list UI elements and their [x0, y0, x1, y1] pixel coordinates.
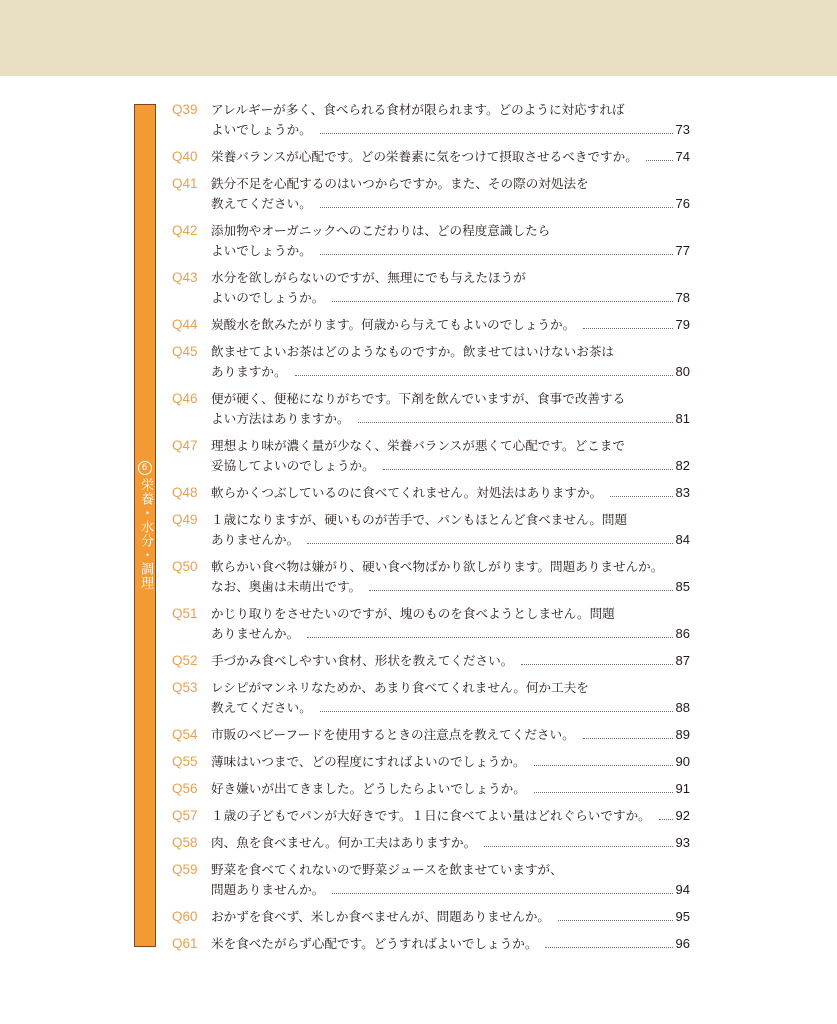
- question-line-text: 栄養バランスが心配です。どの栄養素に気をつけて摂取させるべきですか。: [211, 149, 638, 164]
- question-text: [211, 342, 690, 389]
- question-line: [211, 389, 690, 409]
- question-line: [211, 510, 690, 530]
- question-text: [211, 315, 690, 342]
- page-number: 73: [675, 122, 690, 137]
- question-text: [211, 651, 690, 678]
- chapter-label: [135, 461, 155, 590]
- question-line: [211, 833, 690, 853]
- question-number: Q49: [172, 512, 198, 527]
- question-number: Q54: [172, 727, 198, 742]
- question-line: [211, 456, 690, 476]
- page-number: 93: [675, 835, 690, 850]
- question-number: Q51: [172, 606, 198, 621]
- question-line-text: 添加物やオーガニックへのこだわりは、どの程度意識したら: [211, 223, 551, 238]
- question-line-text: 野菜を食べてくれないので野菜ジュースを飲ませていますが、: [211, 862, 563, 877]
- dot-leader: [320, 132, 673, 134]
- question-line: [211, 934, 690, 954]
- dot-leader: [558, 919, 673, 921]
- page-number: 86: [675, 626, 690, 641]
- question-line-text: 教えてください。: [211, 196, 312, 211]
- question-line: [211, 483, 690, 503]
- question-number: Q50: [172, 559, 198, 574]
- dot-leader: [320, 253, 673, 255]
- toc-entry[interactable]: [172, 557, 690, 604]
- question-text: [211, 752, 690, 779]
- question-line: [211, 806, 690, 826]
- question-text: [211, 389, 690, 436]
- question-text: [211, 934, 690, 961]
- question-line-text: おかずを食べず、米しか食べませんが、問題ありませんか。: [211, 909, 551, 924]
- toc-entry[interactable]: [172, 678, 690, 725]
- toc-entry[interactable]: [172, 100, 690, 147]
- question-line: [211, 624, 690, 644]
- question-number: Q43: [172, 270, 198, 285]
- question-line-text: レシピがマンネリなためか、あまり食べてくれません。何か工夫を: [211, 680, 589, 695]
- toc-entry[interactable]: [172, 833, 690, 860]
- toc-entry[interactable]: [172, 315, 690, 342]
- question-line: [211, 174, 690, 194]
- question-line: [211, 880, 690, 900]
- question-line-text: １歳の子どもでパンが大好きです。１日に食べてよい量はどれぐらいですか。: [211, 808, 651, 823]
- page-number: 95: [675, 909, 690, 924]
- question-line-text: 米を食べたがらず心配です。どうすればよいでしょうか。: [211, 936, 538, 951]
- question-text: [211, 907, 690, 934]
- page-number: 79: [675, 317, 690, 332]
- question-text: [211, 725, 690, 752]
- dot-leader: [583, 737, 673, 739]
- question-line: [211, 752, 690, 772]
- toc-entry[interactable]: [172, 510, 690, 557]
- page-number: 89: [675, 727, 690, 742]
- question-text: [211, 557, 690, 604]
- toc-entry[interactable]: [172, 651, 690, 678]
- question-line-text: 炭酸水を飲みたがります。何歳から与えてもよいのでしょうか。: [211, 317, 576, 332]
- question-number: Q46: [172, 391, 198, 406]
- toc-entry[interactable]: [172, 483, 690, 510]
- dot-leader: [320, 710, 673, 712]
- question-line: [211, 362, 690, 382]
- question-number: Q48: [172, 485, 198, 500]
- toc-entry[interactable]: [172, 725, 690, 752]
- question-line-text: 鉄分不足を心配するのはいつからですか。また、その際の対処法を: [211, 176, 589, 191]
- page-number: 83: [675, 485, 690, 500]
- question-number: Q52: [172, 653, 198, 668]
- page-number: 80: [675, 364, 690, 379]
- page-number: 76: [675, 196, 690, 211]
- toc-entry[interactable]: [172, 604, 690, 651]
- question-line: [211, 194, 690, 214]
- page-number: 77: [675, 243, 690, 258]
- question-text: [211, 174, 690, 221]
- toc-entry[interactable]: [172, 389, 690, 436]
- question-line: [211, 860, 690, 880]
- question-number: Q41: [172, 176, 198, 191]
- dot-leader: [295, 374, 673, 376]
- question-line: [211, 315, 690, 335]
- question-line: [211, 698, 690, 718]
- dot-leader: [610, 495, 672, 497]
- question-text: [211, 678, 690, 725]
- question-line-text: 教えてください。: [211, 700, 312, 715]
- question-number: Q40: [172, 149, 198, 164]
- question-line-text: ありますか。: [211, 364, 287, 379]
- question-line-text: かじり取りをさせたいのですが、塊のものを食べようとしません。問題: [211, 606, 615, 621]
- question-line-text: よいでしょうか。: [211, 243, 312, 258]
- question-number: Q53: [172, 680, 198, 695]
- toc-entry[interactable]: [172, 268, 690, 315]
- question-line: [211, 241, 690, 261]
- question-line-text: よいのでしょうか。: [211, 290, 325, 305]
- question-number: Q42: [172, 223, 198, 238]
- chapter-number-badge: 6: [138, 461, 152, 475]
- question-line: [211, 907, 690, 927]
- question-line: [211, 678, 690, 698]
- question-line-text: 軟らかい食べ物は嫌がり、硬い食べ物ばかり欲しがります。問題ありませんか。: [211, 559, 664, 574]
- question-number: Q44: [172, 317, 198, 332]
- question-text: [211, 510, 690, 557]
- question-number: Q39: [172, 102, 198, 117]
- toc-entry[interactable]: [172, 907, 690, 934]
- question-text: [211, 268, 690, 315]
- question-line-text: 理想より味が濃く量が少なく、栄養バランスが悪くて心配です。どこまで: [211, 438, 625, 453]
- question-line: [211, 557, 690, 577]
- question-text: [211, 100, 690, 147]
- dot-leader: [332, 300, 672, 302]
- page-number: 91: [675, 781, 690, 796]
- question-line-text: 肉、魚を食べません。何か工夫はありますか。: [211, 835, 477, 850]
- question-text: [211, 604, 690, 651]
- question-number: Q60: [172, 909, 198, 924]
- question-line-text: 市販のベビーフードを使用するときの注意点を教えてください。: [211, 727, 575, 742]
- page-number: 88: [675, 700, 690, 715]
- question-line-text: 手づかみ食べしやすい食材、形状を教えてください。: [211, 653, 514, 668]
- question-line: [211, 577, 690, 597]
- question-line-text: よいでしょうか。: [211, 122, 312, 137]
- question-line-text: ありませんか。: [211, 532, 300, 547]
- chapter-title: 栄養・水分・調理: [138, 478, 153, 590]
- chapter-tab: [134, 104, 156, 947]
- dot-leader: [307, 542, 672, 544]
- toc-entry[interactable]: [172, 752, 690, 779]
- question-number: Q57: [172, 808, 198, 823]
- question-text: [211, 860, 690, 907]
- question-line-text: 軟らかくつぶしているのに食べてくれません。対処法はありますか。: [211, 485, 603, 500]
- toc-entry[interactable]: [172, 806, 690, 833]
- question-number: Q61: [172, 936, 198, 951]
- question-line: [211, 221, 690, 241]
- question-line: [211, 530, 690, 550]
- question-line: [211, 147, 690, 167]
- question-line: [211, 100, 690, 120]
- question-text: [211, 806, 690, 833]
- page-number: 84: [675, 532, 690, 547]
- table-of-contents: [172, 100, 690, 961]
- dot-leader: [332, 892, 672, 894]
- page-number: 87: [675, 653, 690, 668]
- question-line-text: ありませんか。: [211, 626, 300, 641]
- top-banner: [0, 0, 837, 76]
- dot-leader: [534, 764, 673, 766]
- dot-leader: [545, 946, 672, 948]
- question-line: [211, 342, 690, 362]
- question-number: Q58: [172, 835, 198, 850]
- page-number: 90: [675, 754, 690, 769]
- dot-leader: [484, 845, 672, 847]
- question-line: [211, 409, 690, 429]
- question-line: [211, 120, 690, 140]
- question-number: Q55: [172, 754, 198, 769]
- question-line-text: 薄味はいつまで、どの程度にすればよいのでしょうか。: [211, 754, 526, 769]
- toc-entry[interactable]: [172, 436, 690, 483]
- toc-entry[interactable]: [172, 779, 690, 806]
- toc-entry[interactable]: [172, 174, 690, 221]
- question-text: [211, 221, 690, 268]
- question-line-text: なお、奥歯は未萌出です。: [211, 579, 362, 594]
- question-line-text: 好き嫌いが出てきました。どうしたらよいでしょうか。: [211, 781, 526, 796]
- question-text: [211, 147, 690, 174]
- question-line-text: 問題ありませんか。: [211, 882, 325, 897]
- question-line: [211, 725, 690, 745]
- dot-leader: [358, 421, 673, 423]
- question-line-text: 飲ませてよいお茶はどのようなものですか。飲ませてはいけないお茶は: [211, 344, 614, 359]
- question-text: [211, 833, 690, 860]
- toc-entry[interactable]: [172, 860, 690, 907]
- dot-leader: [521, 663, 672, 665]
- toc-entry[interactable]: [172, 221, 690, 268]
- dot-leader: [383, 468, 673, 470]
- question-line-text: １歳になりますが、硬いものが苦手で、パンもほとんど食べません。問題: [211, 512, 628, 527]
- question-line: [211, 268, 690, 288]
- question-line: [211, 779, 690, 799]
- page-number: 81: [675, 411, 690, 426]
- question-line: [211, 604, 690, 624]
- dot-leader: [369, 589, 672, 591]
- dot-leader: [646, 159, 673, 161]
- question-text: [211, 436, 690, 483]
- page-number: 94: [675, 882, 690, 897]
- question-text: [211, 483, 690, 510]
- page-number: 96: [675, 936, 690, 951]
- dot-leader: [659, 818, 673, 820]
- dot-leader: [320, 206, 673, 208]
- question-number: Q56: [172, 781, 198, 796]
- page-number: 85: [675, 579, 690, 594]
- question-text: [211, 779, 690, 806]
- question-number: Q45: [172, 344, 198, 359]
- question-line: [211, 288, 690, 308]
- toc-entry[interactable]: [172, 934, 690, 961]
- page-number: 92: [675, 808, 690, 823]
- toc-entry[interactable]: [172, 342, 690, 389]
- question-number: Q47: [172, 438, 198, 453]
- page-number: 78: [675, 290, 690, 305]
- question-line-text: 水分を欲しがらないのですが、無理にでも与えたほうが: [211, 270, 526, 285]
- dot-leader: [307, 636, 672, 638]
- question-line-text: 妥協してよいのでしょうか。: [211, 458, 375, 473]
- toc-entry[interactable]: [172, 147, 690, 174]
- page-number: 82: [675, 458, 690, 473]
- question-line-text: アレルギーが多く、食べられる食材が限られます。どのように対応すれば: [211, 102, 625, 117]
- page-number: 74: [675, 149, 690, 164]
- question-line-text: よい方法はありますか。: [211, 411, 350, 426]
- question-line-text: 便が硬く、便秘になりがちです。下剤を飲んでいますが、食事で改善する: [211, 391, 626, 406]
- question-line: [211, 436, 690, 456]
- question-line: [211, 651, 690, 671]
- dot-leader: [583, 327, 672, 329]
- dot-leader: [534, 791, 673, 793]
- question-number: Q59: [172, 862, 198, 877]
